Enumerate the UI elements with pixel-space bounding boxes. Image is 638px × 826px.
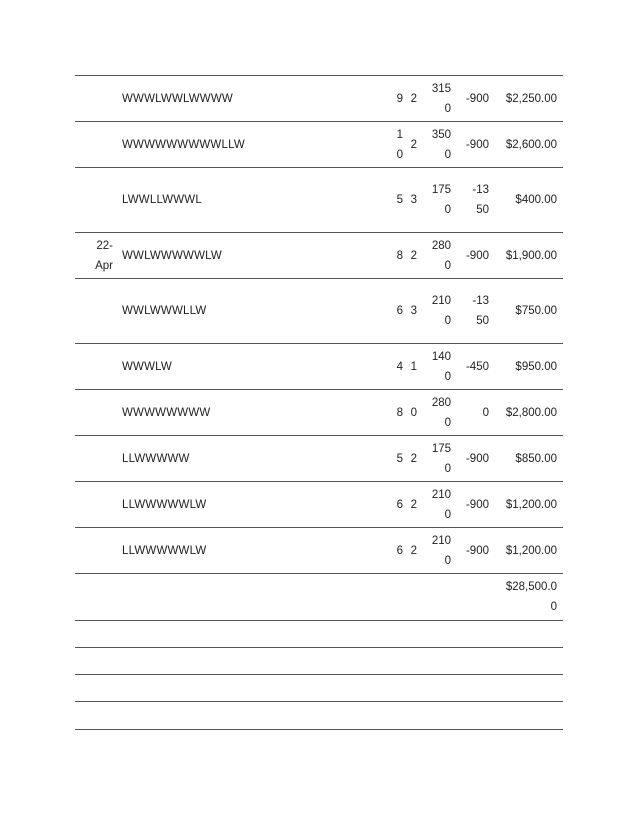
date-cell [75, 279, 113, 343]
net-cell: $2,800.00 [505, 406, 557, 419]
sequence-cell: LLWWWWWLW [122, 498, 207, 511]
sequence-cell: WWWLW [122, 360, 172, 373]
losses-cell: 2 [410, 92, 417, 105]
wins-cell: 6 [396, 498, 403, 511]
sequence-cell: WWLWWWWWLW [122, 249, 222, 262]
fee-cell: -450 [465, 360, 489, 373]
table-row [75, 390, 563, 435]
table-row [75, 344, 563, 389]
losses-cell: 2 [410, 452, 417, 465]
amount-cell: 2800 [431, 239, 451, 272]
amount-cell: 2800 [431, 396, 451, 429]
net-cell: $1,900.00 [505, 249, 557, 262]
amount-cell: 2100 [431, 534, 451, 567]
net-cell: $1,200.00 [505, 498, 557, 511]
amount-cell: 2100 [431, 295, 451, 327]
table-row [75, 76, 563, 121]
date-cell [75, 482, 113, 527]
wins-cell: 10 [396, 128, 403, 161]
total-cell: $28,500.00 [505, 581, 557, 613]
table-row [75, 233, 563, 278]
sequence-cell: LLWWWWW [122, 452, 190, 465]
fee-cell: -900 [465, 544, 489, 557]
wins-cell: 6 [396, 544, 403, 557]
sequence-cell: WWWLWWLWWWW [122, 92, 233, 105]
sequence-cell: WWWWWWWW [122, 406, 211, 419]
amount-cell: 2100 [431, 488, 451, 521]
date-cell [75, 76, 113, 121]
net-cell: $750.00 [515, 305, 557, 317]
losses-cell: 1 [410, 360, 417, 373]
fee-cell: -900 [465, 138, 489, 151]
wins-cell: 4 [396, 360, 403, 373]
table-rule [75, 647, 563, 648]
losses-cell: 3 [410, 194, 417, 206]
table-row [75, 528, 563, 573]
net-cell: $400.00 [515, 194, 557, 206]
table-row [75, 122, 563, 167]
sequence-cell: WWWWWWWWWLLW [122, 138, 245, 151]
table-rule [75, 729, 563, 730]
net-cell: $2,600.00 [505, 138, 557, 151]
wins-cell: 5 [396, 452, 403, 465]
losses-cell: 2 [410, 138, 417, 151]
fee-cell: -1350 [472, 184, 489, 216]
table-rule [75, 620, 563, 621]
sequence-cell: LLWWWWWLW [122, 544, 207, 557]
net-cell: $950.00 [515, 360, 557, 373]
amount-cell: 3500 [431, 128, 451, 161]
amount-cell: 1750 [431, 442, 451, 475]
wins-cell: 8 [396, 249, 403, 262]
amount-cell: 1400 [431, 350, 451, 383]
losses-cell: 2 [410, 498, 417, 511]
fee-cell: -900 [465, 498, 489, 511]
net-cell: $2,250.00 [505, 92, 557, 105]
table-rule [75, 674, 563, 675]
date-cell: 22-Apr [95, 239, 113, 272]
amount-cell: 3150 [431, 82, 451, 115]
losses-cell: 2 [410, 544, 417, 557]
losses-cell: 0 [410, 406, 417, 419]
date-cell [75, 436, 113, 481]
date-cell [75, 390, 113, 435]
fee-cell: -900 [465, 452, 489, 465]
table-row [75, 279, 563, 343]
sequence-cell: LWWLLWWWL [122, 194, 202, 206]
losses-cell: 3 [410, 305, 417, 317]
date-cell [75, 344, 113, 389]
amount-cell: 1750 [431, 184, 451, 216]
table-row [75, 168, 563, 232]
sequence-cell: WWLWWWLLW [122, 305, 207, 317]
table-rule [75, 701, 563, 702]
date-cell [75, 122, 113, 167]
total-row [75, 574, 563, 620]
fee-cell: -1350 [472, 295, 489, 327]
wins-cell: 9 [396, 92, 403, 105]
table-row [75, 436, 563, 481]
fee-cell: -900 [465, 249, 489, 262]
net-cell: $850.00 [515, 452, 557, 465]
table-row [75, 482, 563, 527]
date-cell [75, 168, 113, 232]
fee-cell: 0 [482, 406, 489, 419]
fee-cell: -900 [465, 92, 489, 105]
net-cell: $1,200.00 [505, 544, 557, 557]
wins-cell: 6 [396, 305, 403, 317]
date-cell [75, 528, 113, 573]
losses-cell: 2 [410, 249, 417, 262]
wins-cell: 8 [396, 406, 403, 419]
wins-cell: 5 [396, 194, 403, 206]
